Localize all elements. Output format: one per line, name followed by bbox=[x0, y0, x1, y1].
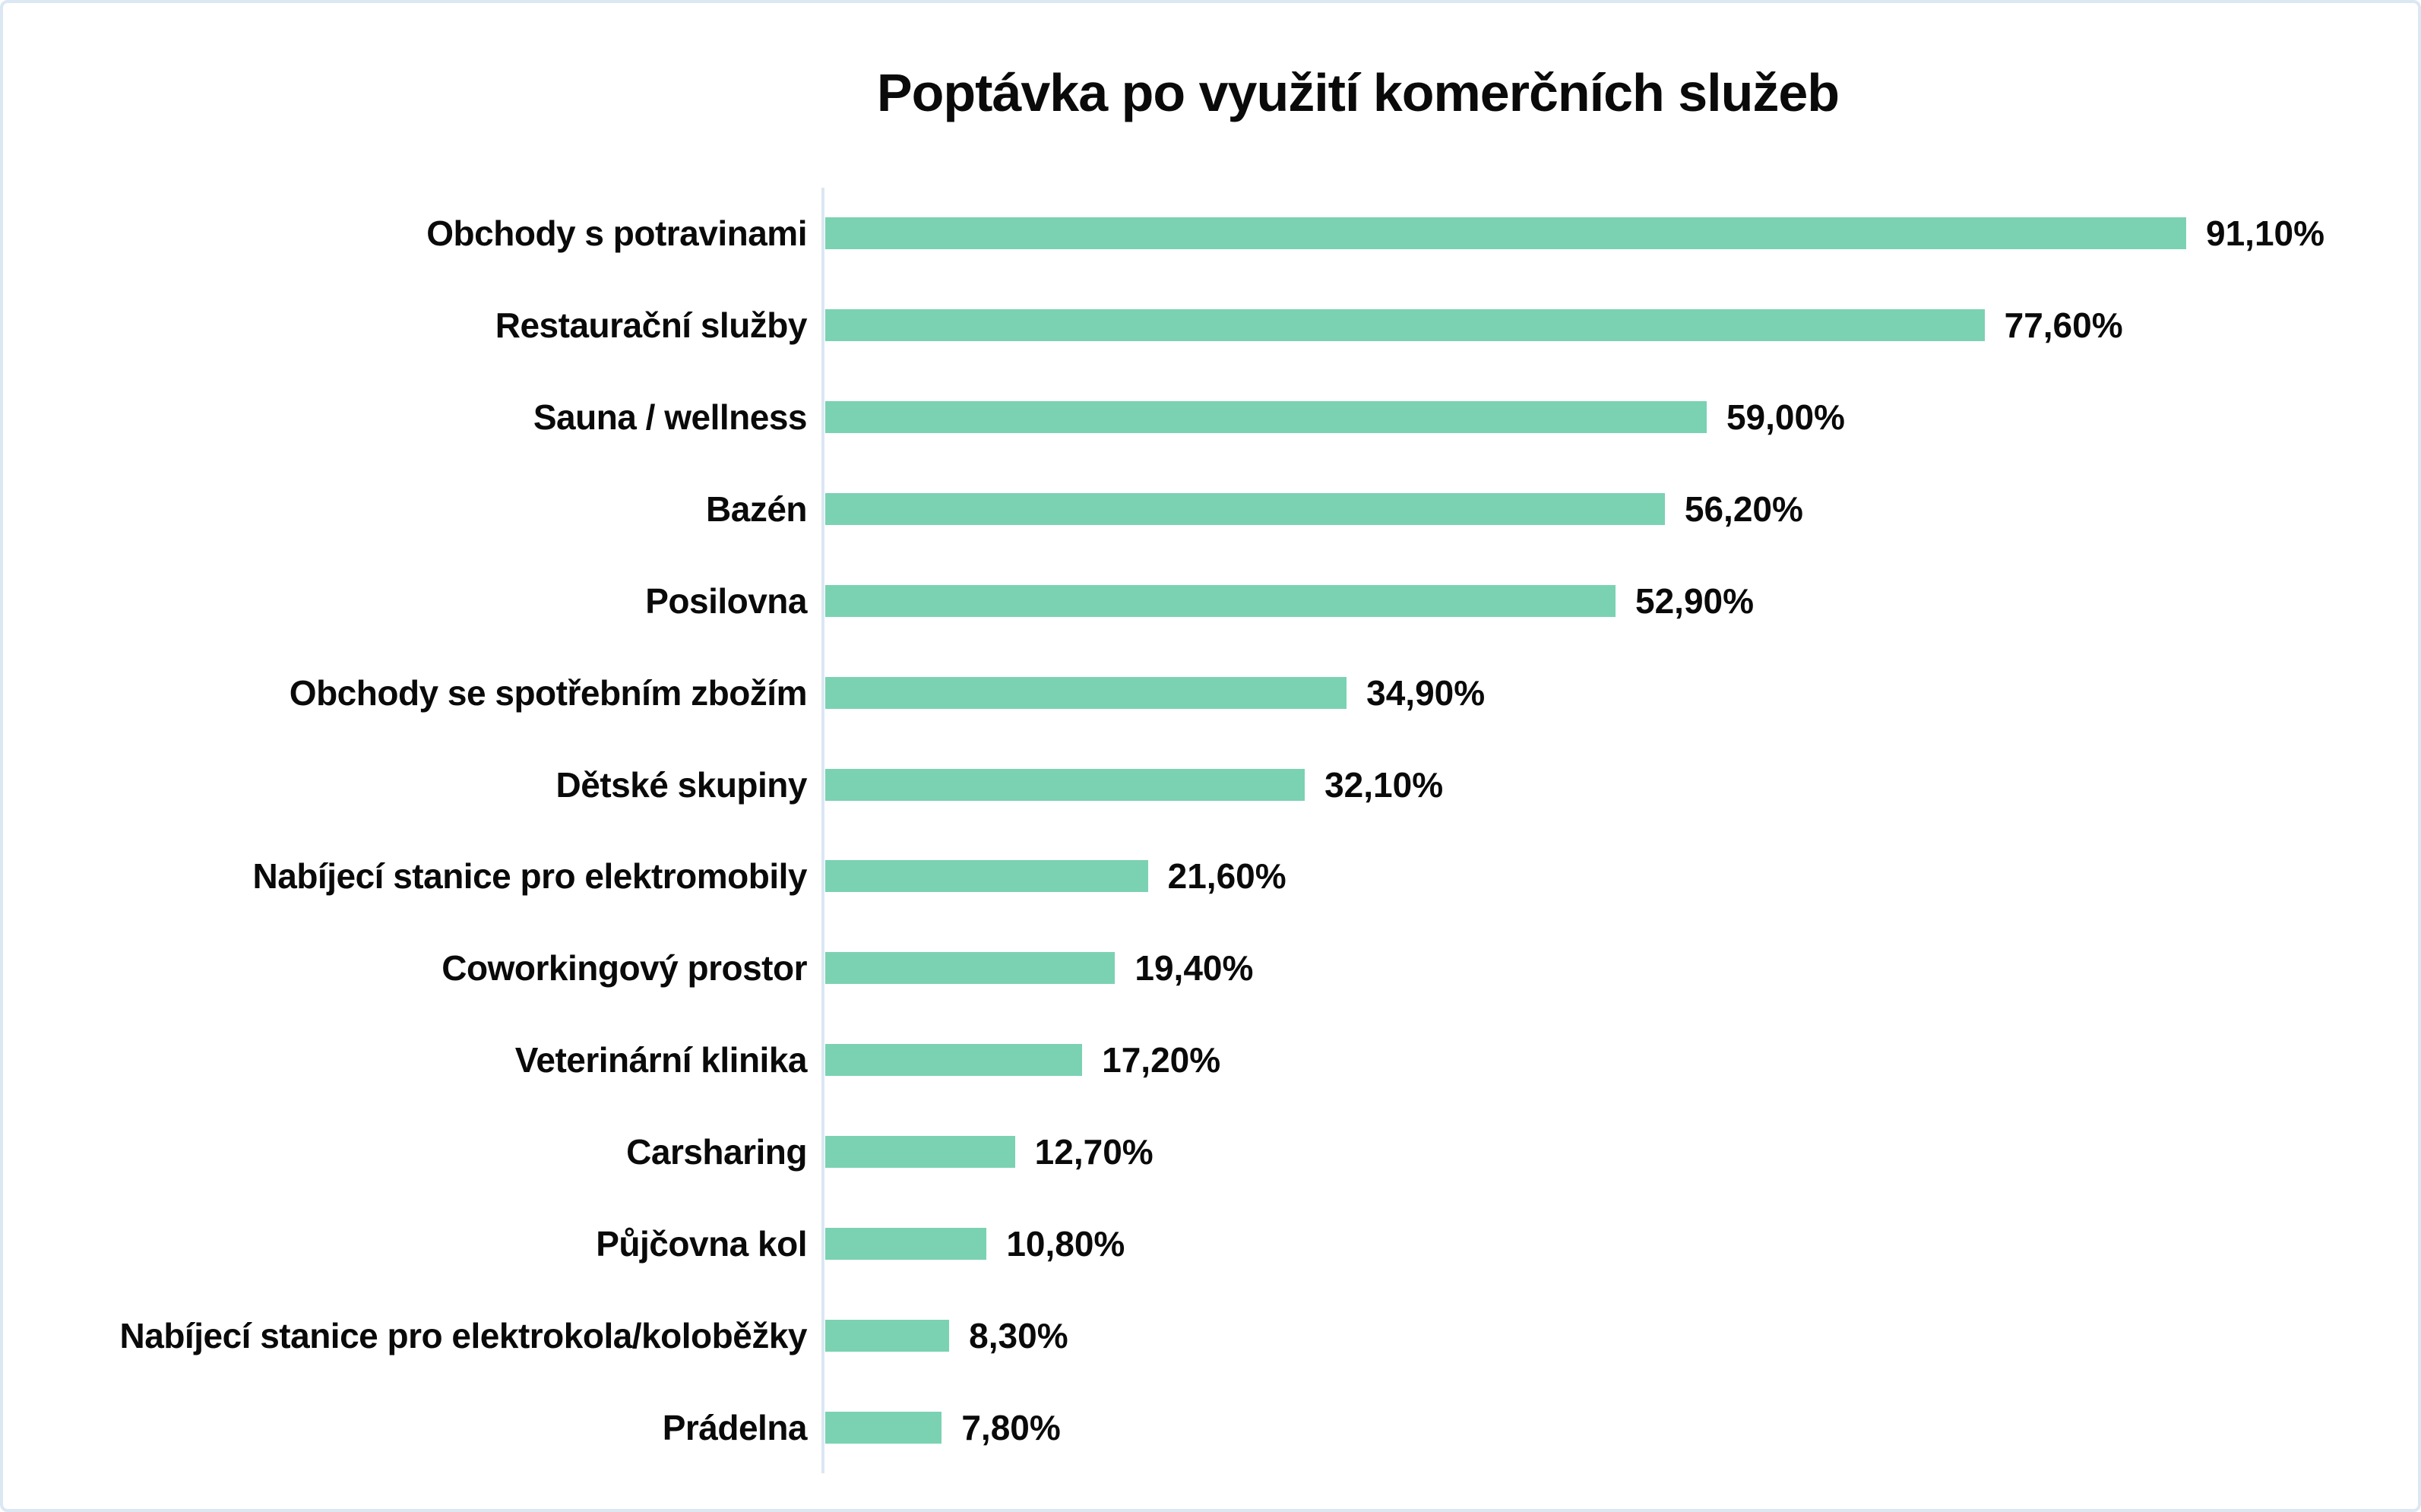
value-label: 52,90% bbox=[1635, 580, 1755, 621]
bar-row bbox=[3, 830, 2418, 922]
category-label: Coworkingový prostor bbox=[441, 948, 807, 988]
bar-row bbox=[3, 922, 2418, 1014]
value-label: 56,20% bbox=[1684, 489, 1803, 529]
value-label: 7,80% bbox=[961, 1407, 1061, 1447]
bar bbox=[825, 217, 2186, 249]
bar-row bbox=[3, 1381, 2418, 1473]
category-label: Prádelna bbox=[662, 1407, 807, 1447]
bar bbox=[825, 677, 1347, 709]
bar-row bbox=[3, 1014, 2418, 1106]
bar bbox=[825, 769, 1305, 801]
bar-row bbox=[3, 555, 2418, 647]
value-label: 77,60% bbox=[2004, 305, 2123, 346]
category-label: Posilovna bbox=[645, 580, 807, 621]
chart-title: Poptávka po využití komerčních služeb bbox=[876, 63, 1840, 122]
value-label: 12,70% bbox=[1034, 1132, 1154, 1172]
bar-track bbox=[825, 188, 2418, 280]
bar-row bbox=[3, 188, 2418, 280]
category-label: Obchody s potravinami bbox=[426, 214, 807, 254]
value-label: 17,20% bbox=[1102, 1040, 1221, 1080]
bar bbox=[825, 1136, 1015, 1168]
bar-track bbox=[825, 739, 2418, 830]
bar-row bbox=[3, 463, 2418, 555]
category-label: Veterinární klinika bbox=[514, 1040, 807, 1080]
value-label: 21,60% bbox=[1167, 856, 1286, 897]
bar-track bbox=[825, 1197, 2418, 1289]
category-label: Nabíjecí stanice pro elektrokola/koloběžky bbox=[119, 1315, 807, 1355]
bar bbox=[825, 952, 1115, 984]
bar bbox=[825, 493, 1665, 525]
bar-track bbox=[825, 830, 2418, 922]
bar bbox=[825, 1320, 949, 1352]
bar-track bbox=[825, 1289, 2418, 1381]
bar-row bbox=[3, 1197, 2418, 1289]
value-label: 19,40% bbox=[1135, 948, 1254, 988]
bar-track bbox=[825, 555, 2418, 647]
bar-track bbox=[825, 372, 2418, 463]
category-label: Obchody se spotřebním zbožím bbox=[289, 672, 807, 713]
category-label: Restaurační služby bbox=[495, 305, 807, 346]
bar-track bbox=[825, 1381, 2418, 1473]
bar bbox=[825, 1044, 1082, 1076]
bar bbox=[825, 585, 1616, 617]
value-label: 32,10% bbox=[1324, 764, 1444, 805]
bar bbox=[825, 1228, 986, 1260]
bar-row bbox=[3, 647, 2418, 739]
bar-row bbox=[3, 372, 2418, 463]
bar-track bbox=[825, 463, 2418, 555]
bar-row bbox=[3, 1289, 2418, 1381]
bar-track bbox=[825, 922, 2418, 1014]
bar-row bbox=[3, 1106, 2418, 1198]
bar-row bbox=[3, 739, 2418, 830]
bar-track bbox=[825, 1014, 2418, 1106]
value-label: 10,80% bbox=[1006, 1223, 1125, 1264]
category-label: Nabíjecí stanice pro elektromobily bbox=[252, 856, 807, 897]
value-label: 59,00% bbox=[1726, 397, 1845, 438]
value-label: 91,10% bbox=[2206, 214, 2325, 254]
bar-track bbox=[825, 647, 2418, 739]
bar bbox=[825, 309, 1985, 341]
category-label: Carsharing bbox=[626, 1132, 807, 1172]
category-label: Půjčovna kol bbox=[596, 1223, 807, 1264]
bar-row bbox=[3, 280, 2418, 372]
bar bbox=[825, 401, 1707, 433]
bar bbox=[825, 860, 1148, 892]
category-label: Dětské skupiny bbox=[555, 764, 807, 805]
bar-track bbox=[825, 1106, 2418, 1198]
bar bbox=[825, 1412, 942, 1444]
value-label: 8,30% bbox=[969, 1315, 1068, 1355]
category-label: Sauna / wellness bbox=[533, 397, 807, 438]
category-label: Bazén bbox=[706, 489, 807, 529]
bar-track bbox=[825, 280, 2418, 372]
value-label: 34,90% bbox=[1366, 672, 1486, 713]
plot-area bbox=[3, 188, 2418, 1473]
